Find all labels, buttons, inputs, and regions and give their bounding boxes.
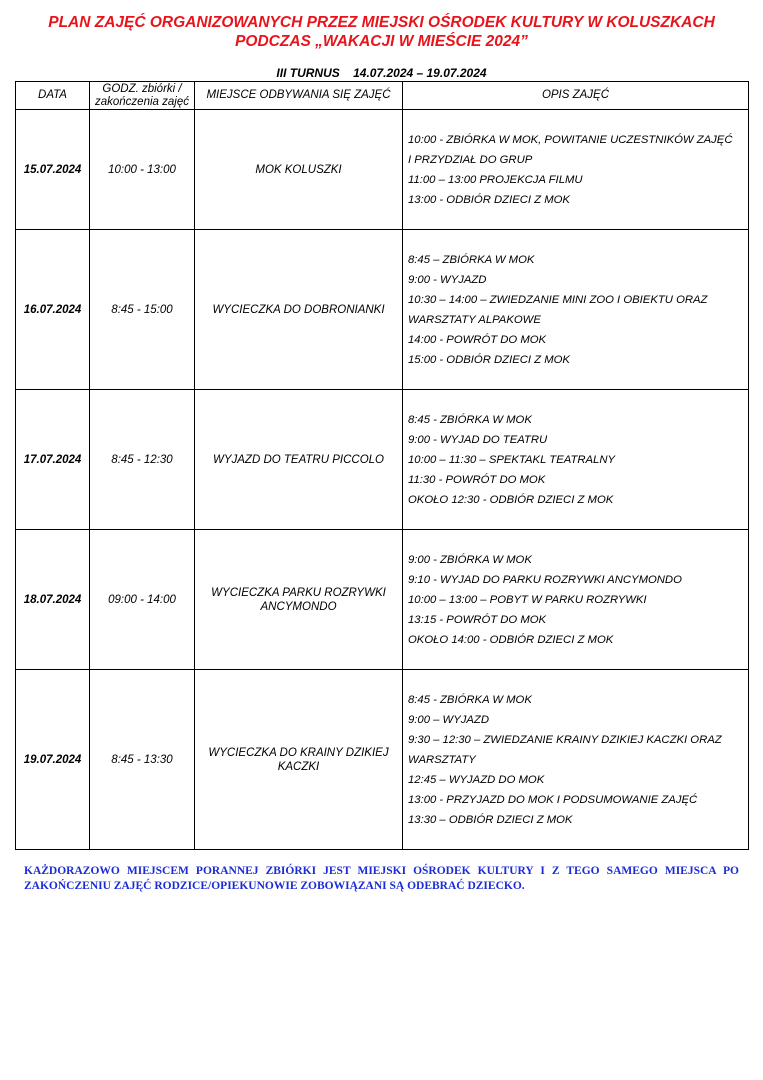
row-hours: 8:45 - 13:30 (90, 670, 195, 850)
description-line: 12:45 – WYJAZD DO MOK (408, 773, 545, 786)
table-row (16, 230, 749, 390)
row-description (403, 670, 749, 850)
description-line: 13:15 - POWRÓT DO MOK (408, 613, 547, 626)
description-line: OKOŁO 12:30 - ODBIÓR DZIECI Z MOK (408, 493, 614, 506)
table-row (16, 110, 749, 230)
description-line: 10:00 – 11:30 – SPEKTAKL TEATRALNY (408, 453, 616, 466)
row-hours: 8:45 - 15:00 (90, 230, 195, 390)
row-description (403, 230, 749, 390)
description-line: 9:00 – WYJAZD (408, 713, 489, 726)
description-line: 13:30 – ODBIÓR DZIECI Z MOK (408, 813, 573, 826)
row-date: 15.07.2024 (16, 110, 90, 230)
description-line: OKOŁO 14:00 - ODBIÓR DZIECI Z MOK (408, 633, 614, 646)
page-title (0, 13, 763, 51)
header-description: OPIS ZAJĘĆ (403, 82, 749, 110)
description-line: 8:45 – ZBIÓRKA W MOK (408, 253, 535, 266)
description-line: 11:00 – 13:00 PROJEKCJA FILMU (408, 173, 583, 186)
title-line-2: PODCZAS „WAKACJI W MIEŚCIE 2024” (235, 33, 528, 50)
description-line: 8:45 - ZBIÓRKA W MOK (408, 413, 532, 426)
row-place-line-2: KACZKI (277, 760, 320, 773)
header-hours (90, 82, 195, 110)
turnus-heading (0, 66, 763, 80)
description-line: 9:10 - WYJAD DO PARKU ROZRYWKI ANCYMONDO (408, 573, 682, 586)
row-place-line-1: WYCIECZKA PARKU ROZRYWKI (211, 586, 386, 599)
row-hours: 09:00 - 14:00 (90, 530, 195, 670)
description-line: 10:30 – 14:00 – ZWIEDZANIE MINI ZOO I OBIEKTU ORAZ (408, 293, 708, 306)
description-line: WARSZTATY (408, 753, 476, 766)
description-line: 10:00 – 13:00 – POBYT W PARKU ROZRYWKI (408, 593, 647, 606)
description-line: 10:00 - ZBIÓRKA W MOK, POWITANIE UCZESTNIKÓW ZAJĘĆ (408, 133, 733, 146)
row-description (403, 110, 749, 230)
table-row (16, 670, 749, 850)
description-line: 14:00 - POWRÓT DO MOK (408, 333, 547, 346)
header-date: DATA (16, 82, 90, 110)
table-row (16, 390, 749, 530)
row-place-line-1: WYCIECZKA DO KRAINY DZIKIEJ (208, 746, 389, 759)
description-line: 13:00 - ODBIÓR DZIECI Z MOK (408, 193, 570, 206)
description-line: 8:45 - ZBIÓRKA W MOK (408, 693, 532, 706)
row-place (195, 530, 403, 670)
footer-note: KAŻDORAZOWO MIEJSCEM PORANNEJ ZBIÓRKI JEST MIEJSKI OŚRODEK KULTURY I Z TEGO SAMEGO MIEJSCA PO ZAKOŃCZENIU ZAJĘĆ RODZICE/OPIEKUNOWIE ZOBOWIĄZANI SĄ ODEBRAĆ DZIECKO. (24, 865, 739, 892)
row-date: 19.07.2024 (16, 670, 90, 850)
description-line: WARSZTATY ALPAKOWE (408, 313, 541, 326)
turnus-label: III TURNUS (276, 66, 340, 80)
row-description (403, 390, 749, 530)
row-description (403, 530, 749, 670)
schedule-table (15, 81, 749, 850)
description-line: I PRZYDZIAŁ DO GRUP (408, 153, 533, 166)
row-place-line-2: ANCYMONDO (260, 600, 337, 613)
row-hours: 10:00 - 13:00 (90, 110, 195, 230)
description-line: 9:30 – 12:30 – ZWIEDZANIE KRAINY DZIKIEJ KACZKI ORAZ (408, 733, 722, 746)
table-row (16, 530, 749, 670)
row-place (195, 390, 403, 530)
header-hours-line-1: GODZ. zbiórki / (102, 82, 182, 95)
row-hours: 8:45 - 12:30 (90, 390, 195, 530)
description-line: 11:30 - POWRÓT DO MOK (408, 473, 546, 486)
row-place (195, 670, 403, 850)
description-line: 9:00 - WYJAD DO TEATRU (408, 433, 548, 446)
description-line: 15:00 - ODBIÓR DZIECI Z MOK (408, 353, 570, 366)
description-line: 9:00 - WYJAZD (408, 273, 487, 286)
description-line: 9:00 - ZBIÓRKA W MOK (408, 553, 532, 566)
row-date: 17.07.2024 (16, 390, 90, 530)
table-header-row (16, 82, 749, 110)
row-place (195, 110, 403, 230)
row-date: 18.07.2024 (16, 530, 90, 670)
title-line-1: PLAN ZAJĘĆ ORGANIZOWANYCH PRZEZ MIEJSKI OŚRODEK KULTURY W KOLUSZKACH (48, 14, 715, 31)
row-place (195, 230, 403, 390)
row-place-line-1: WYCIECZKA DO DOBRONIANKI (212, 303, 385, 316)
header-place: MIEJSCE ODBYWANIA SIĘ ZAJĘĆ (195, 82, 403, 110)
row-date: 16.07.2024 (16, 230, 90, 390)
turnus-dates: 14.07.2024 – 19.07.2024 (353, 66, 487, 80)
header-hours-line-2: zakończenia zajęć (95, 95, 189, 108)
row-place-line-1: MOK KOLUSZKI (255, 163, 342, 176)
row-place-line-1: WYJAZD DO TEATRU PICCOLO (212, 453, 385, 466)
description-line: 13:00 - PRZYJAZD DO MOK I PODSUMOWANIE ZAJĘĆ (408, 793, 698, 806)
